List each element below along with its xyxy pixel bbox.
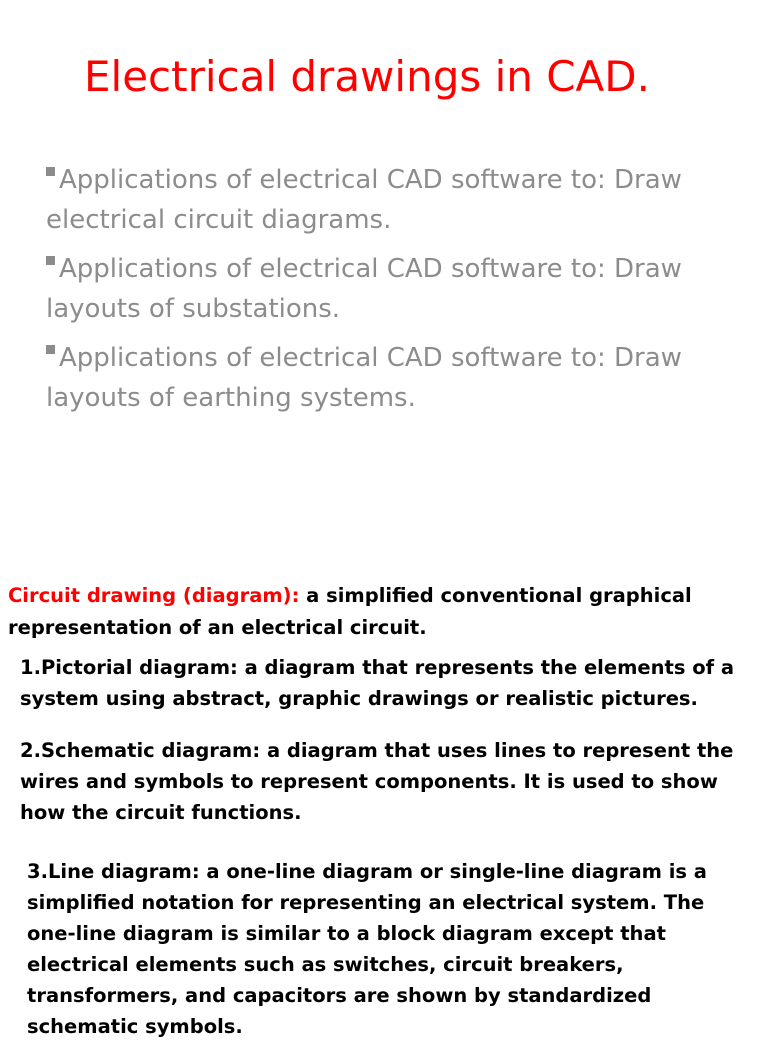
line-diagram-item: 3.Line diagram: a one-line diagram or single-line diagram is a simplified notation for representing an electrical system. The one-line diagram is similar to a block diagram except that electrical elements such as switches, circuit breakers, transformers, and capacitors are shown by standardized schematic symbols. [27, 860, 707, 1038]
square-bullet-icon [46, 345, 55, 354]
square-bullet-icon [46, 256, 55, 265]
schematic-diagram-item: 2.Schematic diagram: a diagram that uses lines to represent the wires and symbols to represent components. It is used to show how the circuit functions. [20, 739, 734, 824]
square-bullet-icon [46, 167, 55, 176]
definition-paragraph [8, 580, 748, 644]
bullet-item [46, 160, 746, 240]
bullet-item [46, 338, 746, 418]
slide-title: Electrical drawings in CAD. [84, 52, 650, 101]
bullet-text: Applications of electrical CAD software to: Draw layouts of substations. [46, 254, 682, 324]
bullet-text: Applications of electrical CAD software to: Draw electrical circuit diagrams. [46, 165, 682, 235]
bullet-text: Applications of electrical CAD software to: Draw layouts of earthing systems. [46, 343, 682, 413]
bullet-list [46, 160, 746, 427]
definition-term: Circuit drawing (diagram): [8, 584, 300, 607]
definition-text: a simplified conventional graphical representation of an electrical circuit. [8, 584, 692, 639]
bullet-item [46, 249, 746, 329]
pictorial-diagram-item: 1.Pictorial diagram: a diagram that represents the elements of a system using abstract, graphic drawings or realistic pictures. [20, 656, 735, 710]
